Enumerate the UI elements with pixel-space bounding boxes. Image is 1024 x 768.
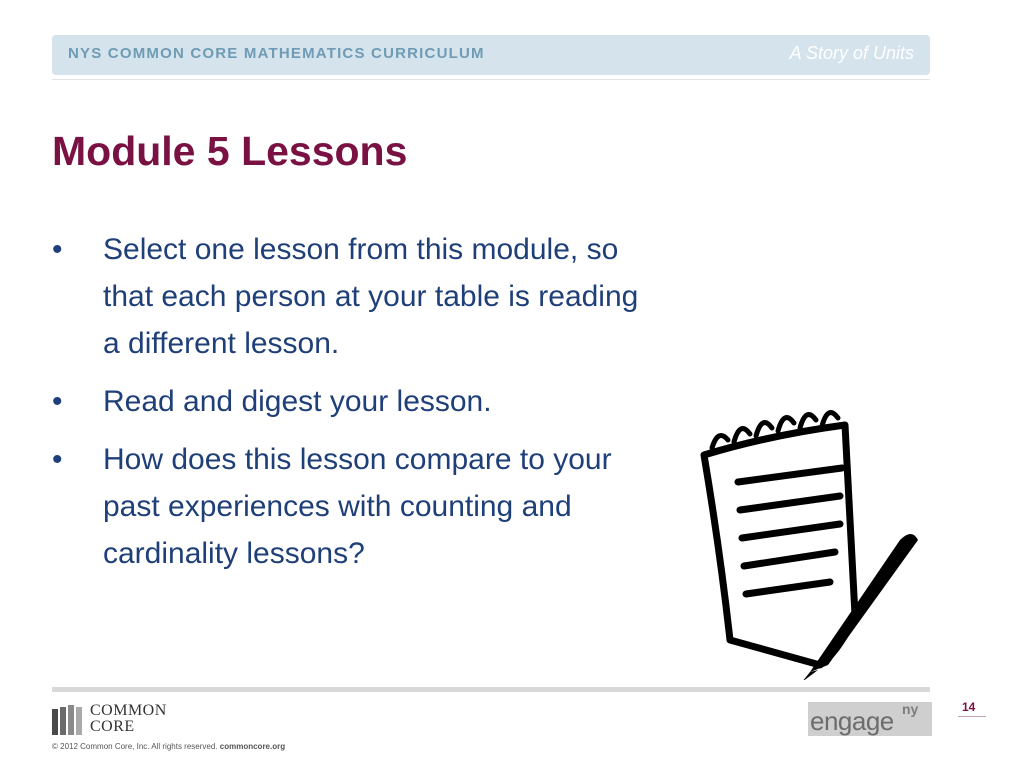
header-bar: [52, 35, 930, 75]
bullet-text: How does this lesson compare to your past experiences with counting and cardinality lessons?: [103, 443, 612, 570]
engageny-logo: [808, 702, 932, 736]
bullet-text: Read and digest your lesson.: [103, 385, 492, 418]
page-number-underline: [958, 716, 986, 717]
curriculum-label: NYS COMMON CORE MATHEMATICS CURRICULUM: [68, 45, 485, 62]
engage-wordmark: engage: [810, 706, 894, 736]
engage-ny-superscript: ny: [902, 701, 919, 717]
bullet-list: [52, 226, 662, 588]
notepad-icon: [690, 400, 930, 680]
bullet-item: [52, 226, 662, 367]
common-core-line2: CORE: [90, 718, 135, 735]
common-core-logo-icon: [52, 705, 83, 735]
common-core-logo: [52, 703, 192, 737]
header-divider: [52, 79, 930, 80]
copyright-text: © 2012 Common Core, Inc. All rights reserved.: [52, 742, 218, 751]
copyright-site: commoncore.org: [219, 742, 286, 751]
story-label: A Story of Units: [789, 43, 914, 63]
slide-title: Module 5 Lessons: [52, 128, 408, 174]
bullet-text: Select one lesson from this module, so that each person at your table is reading a different lesson.: [103, 233, 639, 360]
bullet-marker: •: [52, 385, 63, 418]
copyright-notice: [52, 742, 285, 751]
common-core-line1: COMMON: [90, 702, 167, 719]
bullet-item: [52, 436, 662, 577]
page-number: 14: [962, 700, 976, 714]
bullet-marker: •: [52, 233, 63, 266]
bullet-item: [52, 378, 662, 425]
footer-divider: [52, 687, 930, 692]
common-core-wordmark: [90, 703, 167, 735]
bullet-marker: •: [52, 443, 63, 476]
